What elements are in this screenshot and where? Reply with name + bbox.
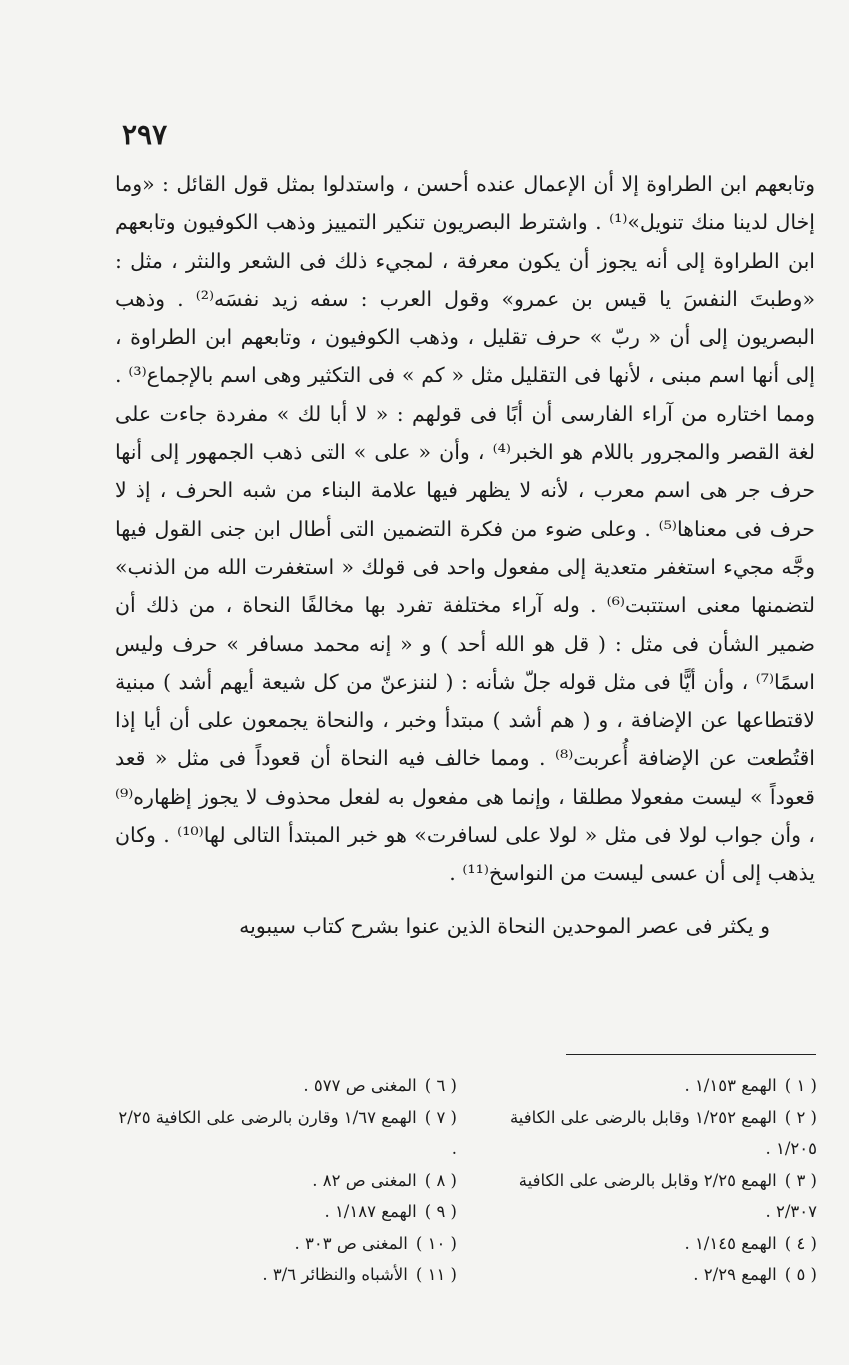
footnote-number: ( ٦ ) (424, 1076, 457, 1095)
footnote-text: الهمع ١/١٥٣ . (684, 1076, 777, 1095)
footnote-number: ( ٢ ) (784, 1107, 817, 1127)
footnote-text: الهمع ١/٦٧ وقارن بالرضى على الكافية ٢/٢٥ . (118, 1107, 457, 1158)
footnote-11 (117, 1259, 457, 1291)
footnote-9 (117, 1196, 457, 1228)
footnote-divider (566, 1054, 816, 1055)
footnote-10 (117, 1228, 457, 1260)
footnote-text: الهمع ١/٢٥٢ وقابل بالرضى على الكافية ١/٢٠٥ . (509, 1107, 817, 1158)
footnote-1 (477, 1070, 817, 1102)
footnote-number: ( ٥ ) (784, 1265, 817, 1284)
footnote-number: ( ١١ ) (415, 1265, 457, 1284)
footnote-8 (117, 1165, 457, 1197)
footnote-text: الهمع ١/١٤٥ . (684, 1233, 777, 1253)
footnote-number: ( ٧ ) (424, 1107, 457, 1127)
footnote-text: الهمع ٢/٢٥ وقابل بالرضى على الكافية ٢/٣٠٧ . (518, 1170, 817, 1221)
footnotes-right-column (477, 1070, 817, 1291)
footnote-3 (477, 1165, 817, 1228)
footnote-text: المغنى ص ٥٧٧ . (303, 1076, 417, 1095)
footnote-2 (477, 1102, 817, 1165)
footnote-number: ( ١٠ ) (415, 1233, 457, 1253)
footnotes (112, 1070, 817, 1291)
body-paragraph-1: وتابعهم ابن الطراوة إلا أن الإعمال عنده أحسن ، واستدلوا بمثل قول القائل : «وما إخال لدينا منك تنويل»⁽¹⁾ . واشترط البصريون تنكير التمييز وذهب الكوفيون وتابعهم ابن الطراوة إلى أنه يجوز أن يكون معرفة ، لمجيء ذلك فى الشعر والنثر ، مثل : «وطبتَ النفسَ يا قيس بن عمرو» وقول العرب : سفه زيد نفسَه⁽²⁾ . وذهب البصريون إلى أن « ربّ » حرف تقليل ، وذهب الكوفيون ، وتابعهم ابن الطراوة ، إلى أنها اسم مبنى ، لأنها فى التقليل مثل « كم » فى التكثير وهى اسم بالإجماع⁽³⁾ . ومما اختاره من آراء الفارسى أن أبًا فى قولهم : « لا أبا لك » مفردة جاءت على لغة القصر والمجرور باللام هو الخبر⁽⁴⁾ ، وأن « على » التى ذهب الجمهور إلى أنها حرف جر هى اسم معرب ، لأنه لا يظهر فيها علامة البناء من شبه الحرف ، إذ لا حرف فى معناها⁽⁵⁾ . وعلى ضوء من فكرة التضمين التى أطال ابن جنى القول فيها وجَّه مجيء استغفر متعدية إلى مفعول واحد فى قولك « استغفرت الله من الذنب» لتضمنها معنى استتبت⁽⁶⁾ . وله آراء مختلفة تفرد بها مخالفًا النحاة ، من ذلك أن ضمير الشأن فى مثل : ( قل هو الله أحد ) و « إنه محمد مسافر » حرف وليس اسمًا⁽⁷⁾ ، وأن أيًّا فى مثل قوله جلّ شأنه : ( لننزعنّ من كل شيعة أيهم أشد ) مبنية لاقتطاعها عن الإضافة ، و ( هم أشد ) مبتدأ وخبر ، والنحاة يجمعون على أن أيا إذا اقتُطعت عن الإضافة أُعربت⁽⁸⁾ . ومما خالف فيه النحاة أن قعوداً فى مثل « قعد قعوداً » ليست مفعولا مطلقا ، وإنما هى مفعول به لفعل محذوف لا يجوز إظهاره⁽⁹⁾ ، وأن جواب لولا فى مثل « لولا على لسافرت» هو خبر المبتدأ التالى لها⁽¹⁰⁾ . وكان يذهب إلى أن عسى ليست من النواسخ⁽¹¹⁾ . (115, 172, 816, 886)
footnote-text: المغنى ص ٣٠٣ . (294, 1233, 408, 1253)
body-paragraph-2: و يكثر فى عصر الموحدين النحاة الذين عنوا بشرح كتاب سيبويه (239, 913, 770, 938)
footnote-number: ( ٣ ) (784, 1170, 817, 1190)
footnote-6 (117, 1070, 457, 1102)
footnote-text: الأشباه والنظائر ٣/٦ . (262, 1265, 408, 1284)
main-text (115, 165, 815, 945)
footnote-7 (117, 1102, 457, 1165)
page-number: ٢٩٧ (122, 118, 168, 151)
footnote-5 (477, 1259, 817, 1291)
footnote-text: المغنى ص ٨٢ . (312, 1170, 417, 1190)
footnote-number: ( ٨ ) (424, 1170, 457, 1190)
footnote-text: الهمع ١/١٨٧ . (324, 1202, 417, 1221)
footnotes-left-column (117, 1070, 457, 1291)
footnote-number: ( ٤ ) (784, 1233, 817, 1253)
footnote-text: الهمع ٢/٢٩ . (693, 1265, 777, 1284)
footnote-4 (477, 1228, 817, 1260)
footnote-number: ( ٩ ) (424, 1202, 457, 1221)
footnote-number: ( ١ ) (784, 1076, 817, 1095)
